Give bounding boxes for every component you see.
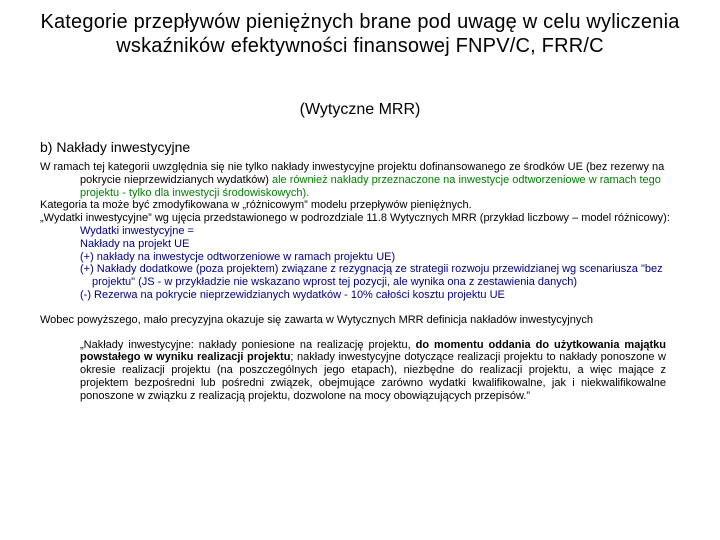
quote-bold: do momentu oddania do użytkowania majątku powstałego w wyniku realizacji projektu	[80, 338, 666, 364]
slide-subtitle: (Wytyczne MRR)	[299, 101, 421, 118]
formula-item: Nakłady na projekt UE	[80, 237, 190, 250]
paragraph-1-text: W ramach tej kategorii uwzględnia się nie tylko nakłady inwestycyjne projektu dofinansowanego ze środków UE (bez rezerwy na pokrycie nieprzewidzianych wydatków)	[40, 161, 665, 186]
paragraph-1	[40, 161, 690, 199]
paragraph-4: Wobec powyższego, mało precyzyjna okazuje się zawarta w Wytycznych MRR definicja nakładów inwestycyjnych	[40, 313, 593, 326]
section-heading: b) Nakłady inwestycyjne	[40, 139, 191, 155]
formula-item: (+) Nakłady dodatkowe (poza projektem) związane z rezygnacją ze strategii rozwoju przewidzianej wg scenariusza "bez projektu" (JS - w przykładzie nie wskazano wprost tej pozycji, ale wynika ona z zestawienia danych)	[80, 263, 663, 289]
paragraph-3: „Wydatki inwestycyjne” wg ujęcia przedstawionego w podrozdziale 11.8 Wytycznych MRR (przykład liczbowy – model różnicowy):	[40, 212, 670, 225]
quote-start: „Nakłady inwestycyjne: nakłady poniesione na realizację projektu,	[80, 338, 411, 351]
slide-body	[40, 161, 690, 403]
paragraph-1-green-text: ale również nakłady przeznaczone na inwestycje odtworzeniowe w ramach tego projektu - tylko dla inwestycji środowiskowych).	[80, 173, 661, 199]
paragraph-2: Kategoria ta może być zmodyfikowana w „różnicowym” modelu przepływów pieniężnych.	[40, 199, 472, 212]
quote-end: ; nakłady inwestycyjne dotyczące realizacji projektu to nakłady ponoszone w okresie realizacji projektu (na poszczególnych jego etapach), niezbędne do realizacji projektu, a więc mające z projektem bezpośredni lub pośredni związek, obejmujące zarówno wydatki kwalifikowalne, jak i niekwalifikowalne ponoszone w związku z realizacją projektu, dozwolone na mocy obowiązujących przepisów.”	[80, 351, 666, 402]
formula-item: (-) Rezerwa na pokrycie nieprzewidzianych wydatków - 10% całości kosztu projektu UE	[80, 288, 505, 301]
formula-label: Wydatki inwestycyjne =	[80, 224, 194, 237]
definition-quote	[40, 339, 666, 403]
formula-item: (+) nakłady na inwestycje odtworzeniowe w ramach projektu UE)	[80, 250, 396, 263]
slide-title: Kategorie przepływów pieniężnych brane pod uwagę w celu wyliczenia wskaźników efektywności finansowej FNPV/C, FRR/C	[40, 11, 680, 57]
